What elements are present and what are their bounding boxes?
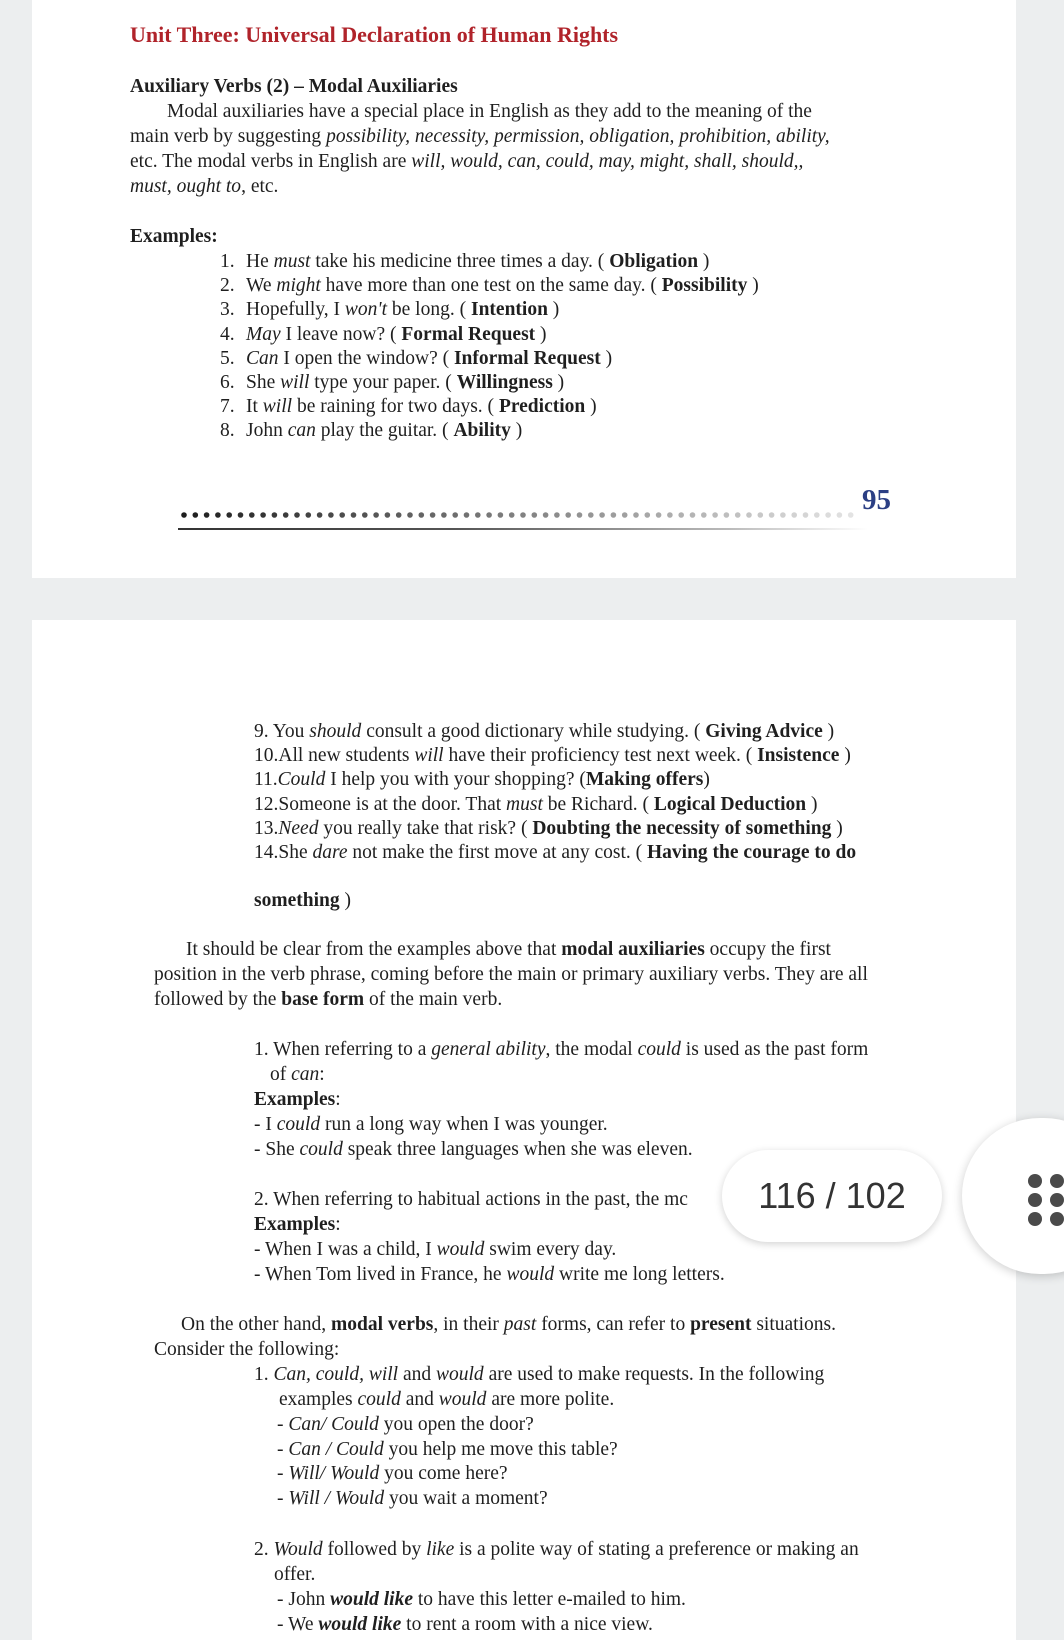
modal-function: Intention xyxy=(470,299,548,321)
modal-verb: dare xyxy=(312,842,348,863)
requests-line-1: 1. Can, could, will and would are used to make requests. In the following xyxy=(254,1364,825,1385)
rule-dot xyxy=(204,512,210,518)
intro-line-2: main verb by suggesting possibility, necessity, permission, obligation, prohibition, ability, xyxy=(130,126,830,147)
rule-dot xyxy=(362,512,368,518)
rule-dot xyxy=(645,512,651,518)
point1-example-1: - I could run a long way when I was younger. xyxy=(254,1114,608,1135)
rule-dot xyxy=(238,512,244,518)
dotted-rule xyxy=(180,510,870,520)
rule-dot xyxy=(226,512,232,518)
rule-dot xyxy=(825,512,831,518)
example-item: 9. You should consult a good dictionary while studying. ( Giving Advice ) xyxy=(254,721,835,742)
modal-verb: May xyxy=(246,323,281,345)
rule-dot xyxy=(622,512,628,518)
request-example: - Can / Could you help me move this table? xyxy=(277,1438,618,1460)
example-item: 4. May I leave now? ( Formal Request ) xyxy=(220,323,547,345)
example-item: 8. John can play the guitar. ( Ability ) xyxy=(220,420,523,442)
rule-dot xyxy=(306,512,312,518)
example-number: 1. xyxy=(220,251,235,272)
preference-example-2: - We would like to rent a room with a nice view. xyxy=(277,1614,653,1635)
rule-dot xyxy=(803,512,809,518)
rule-dot xyxy=(543,512,549,518)
rule-dot xyxy=(509,512,515,518)
rule-dot xyxy=(780,512,786,518)
unit-title: Unit Three: Universal Declaration of Human Rights xyxy=(130,22,619,47)
rule-dot xyxy=(339,512,345,518)
modal-verb: won't xyxy=(344,299,388,321)
modal-function: Giving Advice xyxy=(705,721,823,742)
para1-line-2: position in the verb phrase, coming before the main or primary auxiliary verbs. They are all xyxy=(154,964,868,985)
rule-dot xyxy=(814,512,820,518)
example-item: 5. Can I open the window? ( Informal Request ) xyxy=(220,347,613,369)
point1-line-1: 1. When referring to a general ability, the modal could is used as the past form xyxy=(254,1039,869,1060)
rule-dot xyxy=(701,512,707,518)
example-number: 12. xyxy=(254,793,279,815)
point2-example-1: - When I was a child, I would swim every day. xyxy=(254,1239,617,1260)
page-rule xyxy=(178,528,868,530)
rule-dot xyxy=(746,512,752,518)
rule-dot xyxy=(272,512,278,518)
modal-verb: might xyxy=(276,275,321,297)
rule-dot xyxy=(430,512,436,518)
rule-dot xyxy=(724,512,730,518)
rule-dot xyxy=(577,512,583,518)
rule-dot xyxy=(611,512,617,518)
intro-line-4: must, ought to, etc. xyxy=(130,176,279,197)
rule-dot xyxy=(667,512,673,518)
point1-examples-label: Examples: xyxy=(254,1089,341,1110)
rule-dot xyxy=(452,512,458,518)
document-page-96 xyxy=(32,620,1016,1640)
rule-dot xyxy=(396,512,402,518)
rule-dot xyxy=(712,512,718,518)
point1-line-2: of can: xyxy=(270,1064,325,1085)
point2-example-2: - When Tom lived in France, he would write me long letters. xyxy=(254,1264,725,1285)
rule-dot xyxy=(848,512,854,518)
modal-verb: Can/ Could xyxy=(288,1414,379,1435)
requests-line-2: examples could and would are more polite. xyxy=(279,1389,615,1410)
rule-dot xyxy=(351,512,357,518)
example-item: 3. Hopefully, I won't be long. ( Intention ) xyxy=(220,299,560,321)
example-number: 4. xyxy=(220,323,235,345)
section-heading: Auxiliary Verbs (2) – Modal Auxiliaries xyxy=(130,76,458,97)
example-number: 3. xyxy=(220,299,235,321)
rule-dot xyxy=(735,512,741,518)
modal-function: Insistence xyxy=(757,745,840,767)
page-counter-badge[interactable]: 116 / 102 xyxy=(722,1150,942,1242)
modal-verb: Will / Would xyxy=(288,1487,385,1509)
rule-dot xyxy=(565,512,571,518)
rule-dot xyxy=(486,512,492,518)
rule-dot xyxy=(373,512,379,518)
rule-dot xyxy=(475,512,481,518)
rule-dot xyxy=(260,512,266,518)
preference-example-1: - John would like to have this letter e-mailed to him. xyxy=(277,1589,686,1610)
modal-function: Willingness xyxy=(456,372,553,393)
modal-function: Ability xyxy=(453,420,511,442)
example-number: 7. xyxy=(220,396,235,418)
rule-dot xyxy=(633,512,639,518)
example-number: 5. xyxy=(220,347,235,369)
modal-function: Prediction xyxy=(498,396,586,418)
example-number: 10. xyxy=(254,745,279,767)
rule-dot xyxy=(498,512,504,518)
rule-dot xyxy=(690,512,696,518)
example-14-continued: something ) xyxy=(254,890,351,911)
example-number: 8. xyxy=(220,420,235,442)
example-item: 12.Someone is at the door. That must be Richard. ( Logical Deduction ) xyxy=(254,793,818,815)
para2-line-2: Consider the following: xyxy=(154,1339,340,1360)
point1-example-2: - She could speak three languages when she was eleven. xyxy=(254,1139,693,1160)
intro-line-3: etc. The modal verbs in English are will, would, can, could, may, might, shall, should,, xyxy=(130,151,804,172)
modal-function: Making offers xyxy=(585,769,704,791)
rule-dot xyxy=(385,512,391,518)
rule-dot xyxy=(328,512,334,518)
modal-function: Doubting the necessity of something xyxy=(532,817,832,839)
intro-line-1: Modal auxiliaries have a special place in English as they add to the meaning of the xyxy=(167,101,812,122)
example-item: 11.Could I help you with your shopping? (Making offers) xyxy=(254,769,710,791)
modal-verb: Can xyxy=(246,347,279,369)
modal-verb: Will/ Would xyxy=(288,1463,380,1484)
modal-function: Informal Request xyxy=(453,347,601,369)
rule-dot xyxy=(249,512,255,518)
modal-verb: Need xyxy=(278,817,319,839)
page-number: 95 xyxy=(862,484,891,516)
rule-dot xyxy=(656,512,662,518)
request-example: - Will/ Would you come here? xyxy=(277,1463,508,1484)
modal-verb: should xyxy=(309,721,362,742)
rule-dot xyxy=(441,512,447,518)
modal-function: Formal Request xyxy=(401,323,536,345)
example-item: 7. It will be raining for two days. ( Prediction ) xyxy=(220,396,597,418)
rule-dot xyxy=(317,512,323,518)
modal-function: Possibility xyxy=(661,275,748,297)
modal-verb: must xyxy=(273,251,311,272)
example-item: 6. She will type your paper. ( Willingness ) xyxy=(220,372,565,393)
rule-dot xyxy=(769,512,775,518)
point2-examples-label: Examples: xyxy=(254,1214,341,1235)
document-page-95 xyxy=(32,0,1016,578)
examples-label: Examples: xyxy=(130,226,218,247)
rule-dot xyxy=(419,512,425,518)
rule-dot xyxy=(837,512,843,518)
rule-dot xyxy=(193,512,199,518)
example-item: 1. He must take his medicine three times a day. ( Obligation ) xyxy=(220,251,710,272)
example-number: 11. xyxy=(254,769,278,791)
modal-function: Obligation xyxy=(609,251,699,272)
rule-dot xyxy=(464,512,470,518)
modal-function: Having the courage to do xyxy=(647,842,857,863)
rule-dot xyxy=(678,512,684,518)
modal-verb: must xyxy=(506,793,543,815)
rule-dot xyxy=(283,512,289,518)
modal-function: Logical Deduction xyxy=(653,793,807,815)
preference-line-1: 2. Would followed by like is a polite way of stating a preference or making an xyxy=(254,1539,859,1560)
preference-line-2: offer. xyxy=(274,1564,316,1585)
example-item: 13.Need you really take that risk? ( Doubting the necessity of something ) xyxy=(254,817,843,839)
modal-verb: will xyxy=(262,396,293,418)
modal-verb: can xyxy=(287,420,316,442)
para1-line-3: followed by the base form of the main verb. xyxy=(154,989,503,1010)
example-number: 2. xyxy=(220,275,235,297)
example-number: 6. xyxy=(220,372,235,393)
rule-dot xyxy=(215,512,221,518)
rule-dot xyxy=(588,512,594,518)
para2-line-1: On the other hand, modal verbs, in their past forms, can refer to present situations. xyxy=(181,1314,836,1335)
rule-dot xyxy=(791,512,797,518)
grid-dots-icon xyxy=(1024,1170,1064,1230)
rule-dot xyxy=(520,512,526,518)
example-number: 9. xyxy=(254,721,273,742)
example-item: 14.She dare not make the first move at any cost. ( Having the courage to do xyxy=(254,842,857,863)
example-number: 14. xyxy=(254,842,279,863)
para1-line-1: It should be clear from the examples above that modal auxiliaries occupy the first xyxy=(186,939,831,960)
example-item: 2. We might have more than one test on the same day. ( Possibility ) xyxy=(220,275,759,297)
modal-verb: Could xyxy=(277,769,326,791)
request-example: - Can/ Could you open the door? xyxy=(277,1414,534,1435)
modal-verb: will xyxy=(280,372,310,393)
rule-dot xyxy=(181,512,187,518)
rule-dot xyxy=(532,512,538,518)
point2-line-1: 2. When referring to habitual actions in the past, the mc xyxy=(254,1189,688,1210)
rule-dot xyxy=(599,512,605,518)
rule-dot xyxy=(407,512,413,518)
example-number: 13. xyxy=(254,817,279,839)
request-example: - Will / Would you wait a moment? xyxy=(277,1487,548,1509)
modal-verb: will xyxy=(414,745,444,767)
rule-dot xyxy=(758,512,764,518)
example-item: 10.All new students will have their proficiency test next week. ( Insistence ) xyxy=(254,745,851,767)
modal-verb: Can / Could xyxy=(288,1438,384,1460)
rule-dot xyxy=(294,512,300,518)
rule-dot xyxy=(554,512,560,518)
